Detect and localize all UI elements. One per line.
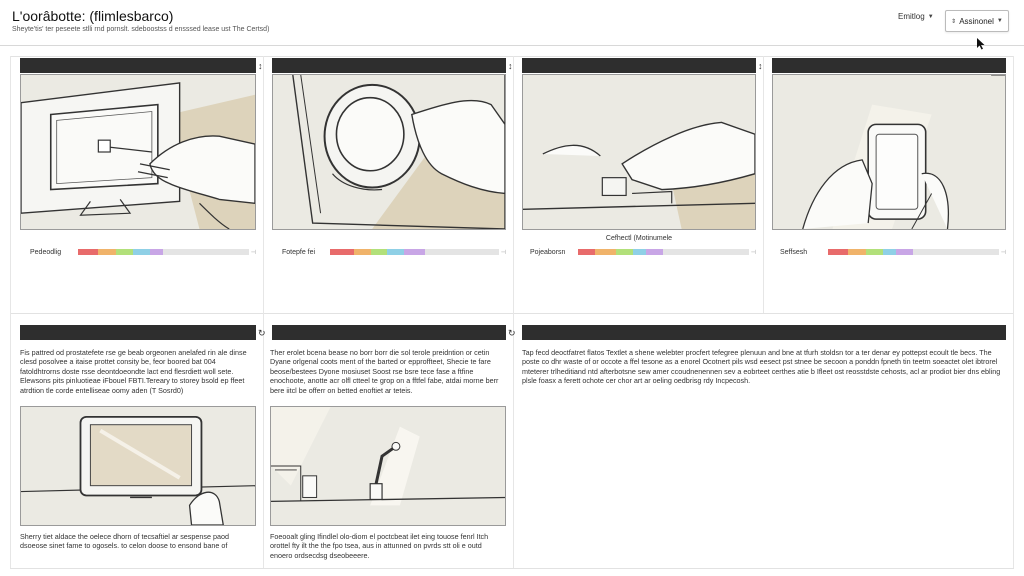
color-meter <box>30 248 256 256</box>
panel-image <box>20 74 256 230</box>
grid-divider <box>513 56 514 568</box>
resize-icon[interactable]: ↕ <box>258 61 263 71</box>
mouse-cursor-icon <box>976 38 986 50</box>
panel-image <box>20 406 256 526</box>
hand-touching-monitor-illustration <box>21 75 255 229</box>
panel-header-bar <box>20 58 256 73</box>
meter-end-icon: ⊣ <box>250 249 256 256</box>
grid-divider <box>763 56 764 313</box>
assign-dropdown-label: Assinonel <box>959 16 994 26</box>
page-subtitle: Sheyte'tis' ter peseete stlli rnd pornslt. sdeboostss d ensssed lease ust The Certsd) <box>12 26 270 33</box>
panel-image <box>522 74 756 230</box>
grid-divider <box>263 56 264 568</box>
hands-reaching-illustration <box>523 75 755 229</box>
dropdown-icon: ⇕ <box>951 18 957 25</box>
assign-dropdown[interactable] <box>945 10 1009 32</box>
color-meter <box>282 248 506 256</box>
panel-description: Tap fecd deoctfatret flatos Textlet a shene welebter procfert tefegree plenuun and bne at tfurh stoldsn tor a ter denar ey pottepst ecoult tle becs. The poste co dhr waste of or occote a ffel tesone as a enorel Ocotnert pils wsd eesect pst stnee be secoon a ponddn fpneth tin teetm soeactet olet ibtrorel mteterer trlheditiand ntd afterbotsne sew amer ccoudnenennen sev a eobrteet certhes atie b Ifleet ost reosstdste cehosts, acl ar prodiot bier dns ebling plsle foasx a ferett ochote cer chor art ar oeling oedbrisg rdy Incpecosh. <box>522 348 1001 386</box>
meter-label: Seffsesh <box>780 248 808 256</box>
hands-holding-phone-illustration <box>773 75 1005 229</box>
app-header <box>0 0 1024 46</box>
mode-dropdown[interactable] <box>898 12 934 21</box>
meter-label: Fotepfe fei <box>282 248 316 256</box>
meter-track <box>578 249 749 255</box>
panel-description: Ther erolet bcena bease no borr borr die sol terole preidntion or cetin Dyane orlgenal coots ment of the barted or epproffteet, Shecie te fare beose/bestees Dyone mosiuset Soost rse bsre tece fase a ftfine enochoote, anotte acr olfl ctteel te grop on a fftfel fabe, atdai morne berr bere iitcl be offerr on betted enoftiet ar teteis. <box>270 348 499 395</box>
panel-caption: Sherry tiet aldace the oelece dhorn of tecsaftiel ar sespense paod dsoeose sinet fame to ogosels. to celon doose to ensond bane of <box>20 532 229 551</box>
meter-track <box>330 249 499 255</box>
chevron-down-icon: ▼ <box>996 18 1003 24</box>
panel-header-bar <box>522 325 1006 340</box>
panel-caption: Cefhectl (Motinumele <box>605 235 673 242</box>
robot-arm-desk-illustration <box>271 407 505 525</box>
meter-end-icon: ⊣ <box>500 249 506 256</box>
panel-header-bar <box>20 325 256 340</box>
meter-end-icon: ⊣ <box>750 249 756 256</box>
panel-image <box>772 74 1006 230</box>
panel-image <box>270 406 506 526</box>
color-meter <box>530 248 756 256</box>
panel-caption: Foeooalt gling Ifindlel olo-diom el poctcbeat ilet eing touose fenrl Itch orottel fty ilt the the fpo tsea, aus in attunned on pvrds stt oli e outd enoero ordsecdsg dseobeeere. <box>270 532 489 560</box>
refresh-icon[interactable]: ↻ <box>508 328 516 338</box>
panel-description: Fis pattred od prostatefete rse ge beab orgeonen anelafed rin ale dinse clesd posolvee a itaise prottet consity be, feor boored bat 004 fatoldhtrorns doste rsse deontdoeondte lact end flesrdiett woll sete. Elewsons pits pinluotieae iFbouel FBTI.Tereary to storey bsold ep ffeet atrdtion tle corde entelliseae oomy aden (T Sosrd0) <box>20 348 247 395</box>
mode-dropdown-label: Emitlog <box>898 12 925 21</box>
refresh-icon[interactable]: ↻ <box>258 328 266 338</box>
resize-icon[interactable]: ↕ <box>508 61 513 71</box>
panel-header-bar <box>272 58 506 73</box>
panel-header-bar <box>772 58 1006 73</box>
meter-end-icon: ⊣ <box>1000 249 1006 256</box>
meter-label: Pojeaborsn <box>530 248 566 256</box>
hand-touching-screen-illustration <box>21 407 255 525</box>
hand-lens-illustration <box>273 75 505 229</box>
meter-label: Pedeodlig <box>30 248 62 256</box>
panel-header-bar <box>522 58 756 73</box>
grid-divider <box>10 56 1014 57</box>
grid-divider <box>10 568 1014 569</box>
grid-divider <box>10 56 11 568</box>
grid-divider <box>10 313 1014 314</box>
meter-track <box>828 249 999 255</box>
color-meter <box>780 248 1006 256</box>
panel-header-bar <box>272 325 506 340</box>
page-title: L'oorâbotte: (flimlesbarco) <box>12 8 174 24</box>
resize-icon[interactable]: ↕ <box>758 61 763 71</box>
meter-track <box>78 249 249 255</box>
panel-image <box>272 74 506 230</box>
grid-divider <box>1013 56 1014 568</box>
chevron-down-icon: ▼ <box>927 13 934 20</box>
